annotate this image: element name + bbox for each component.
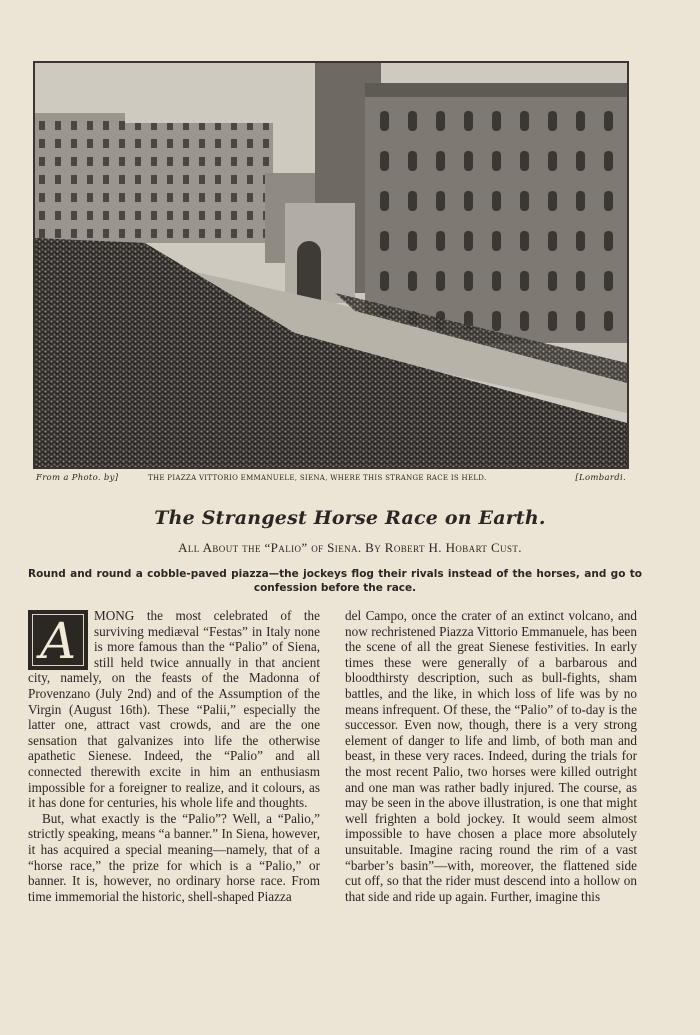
photo-credit-right: [Lombardi. <box>575 473 626 483</box>
photo-caption <box>36 473 626 487</box>
caption-text: THE PIAZZA VITTORIO EMMANUELE, SIENA, WHERE THIS STRANGE RACE IS HELD. <box>148 474 487 482</box>
article-title: The Strangest Horse Race on Earth. <box>154 507 546 529</box>
paragraph-3: del Campo, once the crater of an extinct volcano, and now rechristened Piazza Vittorio Emmanuele, has been the scene of all the great Sienese festivities. In early times these were generally of a barbarous and bloodthirsty description, such as bull-fights, sham battles, and the like, in which loss of life was by no means infrequent. Of these, the “Palio” of to-day is the successor. Even now, though, there is a very strong element of danger to life and limb, of both man and beast, in these very races. Indeed, during the trials for the most recent Palio, two horses were killed outright and one man was rather badly injured. The course, as may be seen in the above illustration, is one that might well frighten a bold jockey. It would seem almost impossible to have chosen a place more absolutely unsuitable. Imagine racing round the rim of a vast “barber’s basin”—with, moreover, the flattened side cut off, so that the rider must descend into a hollow on that side and ride up again. Further, imagine this <box>345 608 637 904</box>
piazza-photograph <box>33 61 629 469</box>
right-column <box>345 608 637 904</box>
article-byline: All About the “Palio” of Siena. By Robert H. Hobart Cust. <box>178 540 522 555</box>
drop-cap-letter: A <box>39 612 77 670</box>
photo-credit-left: From a Photo. by] <box>36 473 119 483</box>
paragraph-1: MONG the most celebrated of the surviving mediæval “Festas” in Italy none is more famous than the “Palio” of Siena, still held twice annually in that ancient city, namely, on the feasts of the Madonna of Provenzano (July 2nd) and of the Assumption of the Virgin (August 16th). These “Palii,” especially the latter one, attract vast crowds, and are the one sensation that galvanizes into life the otherwise apathetic Sienese. Indeed, the “Palio” and all connected therewith excite in him an enthusiasm impossible for a foreigner to realize, and it colours, as it has done for centuries, his whole life and thoughts. <box>28 608 320 811</box>
paragraph-2: But, what exactly is the “Palio”? Well, a “Palio,” strictly speaking, means “a banner.” In Siena, however, it has acquired a special meaning—namely, that of a “horse race,” the prize for which is a “Palio,” or banner. It is, however, no ordinary horse race. From time immemorial the historic, shell-shaped Piazza <box>28 810 320 904</box>
left-column <box>28 608 320 904</box>
drop-cap <box>28 610 88 670</box>
article-subhead: Round and round a cobble-paved piazza—the jockeys flog their rivals instead of the horses, and go to confession before the race. <box>28 568 642 594</box>
